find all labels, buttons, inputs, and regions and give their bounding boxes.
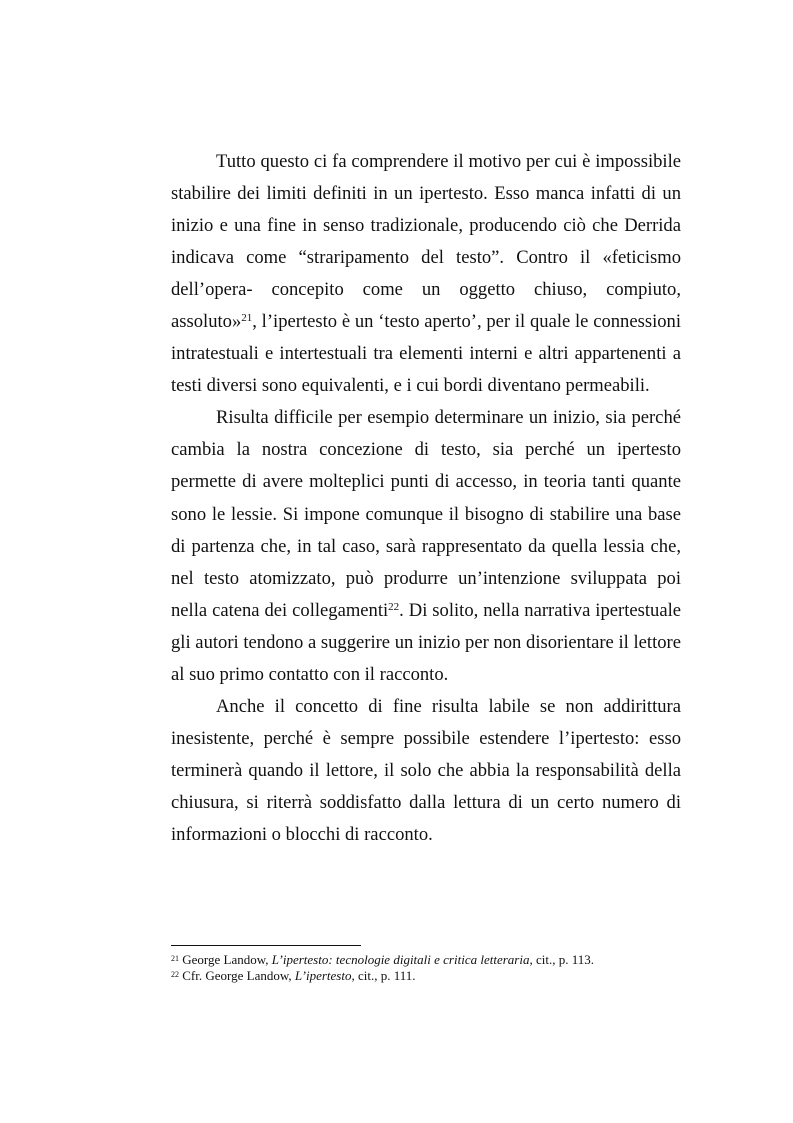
footnote-ref-21: 21 bbox=[241, 312, 253, 325]
paragraph-3: Anche il concetto di fine risulta labile se non addirittura inesistente, perché è sempre possibile estendere l’ipertesto: esso terminerà quando il lettore, il solo che abbia la responsabilità della chiusura, si riterrà soddisfatto dalla lettura di un certo numero di informazioni o blocchi di racconto. bbox=[171, 695, 681, 845]
footnotes bbox=[171, 952, 691, 984]
footnote-citation: , cit., p. 111. bbox=[351, 968, 416, 983]
paragraph-2 bbox=[171, 402, 681, 690]
footnote-separator bbox=[171, 945, 361, 946]
paragraph-2-text-after: . Di solito, nella narrativa ipertestuale gli autori tendono a suggerire un inizio per non disorientare il lettore al suo primo contatto con il racconto. bbox=[171, 599, 681, 685]
body-text bbox=[171, 146, 681, 851]
footnote-title: L’ipertesto bbox=[294, 968, 352, 983]
footnote-number: 22 bbox=[171, 969, 179, 979]
paragraph-1 bbox=[171, 146, 681, 402]
footnote-author: Cfr. George Landow, bbox=[182, 968, 295, 983]
footnote-citation: , cit., p. 113. bbox=[529, 952, 594, 967]
paragraph-1-text-before: Tutto questo ci fa comprendere il motivo per cui è impossibile stabilire dei limiti definiti in un ipertesto. Esso manca infatti di un inizio e una fine in senso tradizionale, producendo ciò che Derrida indicava come “straripamento del testo”. Contro il «feticismo dell’opera- concepito come un oggetto chiuso, compiuto, assoluto» bbox=[171, 151, 681, 333]
footnote-author: George Landow, bbox=[182, 952, 272, 967]
paragraph-2-text-before: Risulta difficile per esempio determinare un inizio, sia perché cambia la nostra concezione di testo, sia perché un ipertesto permette di avere molteplici punti di accesso, in teoria tanti quante sono le lessie. Si impone comunque il bisogno di stabilire una base di partenza che, in tal caso, sarà rappresentato da quella lessia che, nel testo atomizzato, può produrre un’intenzione sviluppata poi nella catena dei collegamenti bbox=[171, 407, 681, 621]
footnote-title: L’ipertesto: tecnologie digitali e critica letteraria bbox=[271, 952, 530, 967]
footnote-21 bbox=[171, 952, 691, 968]
paragraph-1-text-after: , l’ipertesto è un ‘testo aperto’, per il quale le connessioni intratestuali e intertestuali tra elementi interni e altri appartenenti a testi diversi sono equivalenti, e i cui bordi diventano permeabili. bbox=[171, 311, 681, 397]
footnote-number: 21 bbox=[171, 953, 179, 963]
footnote-22 bbox=[171, 968, 691, 984]
footnote-ref-22: 22 bbox=[388, 600, 400, 613]
